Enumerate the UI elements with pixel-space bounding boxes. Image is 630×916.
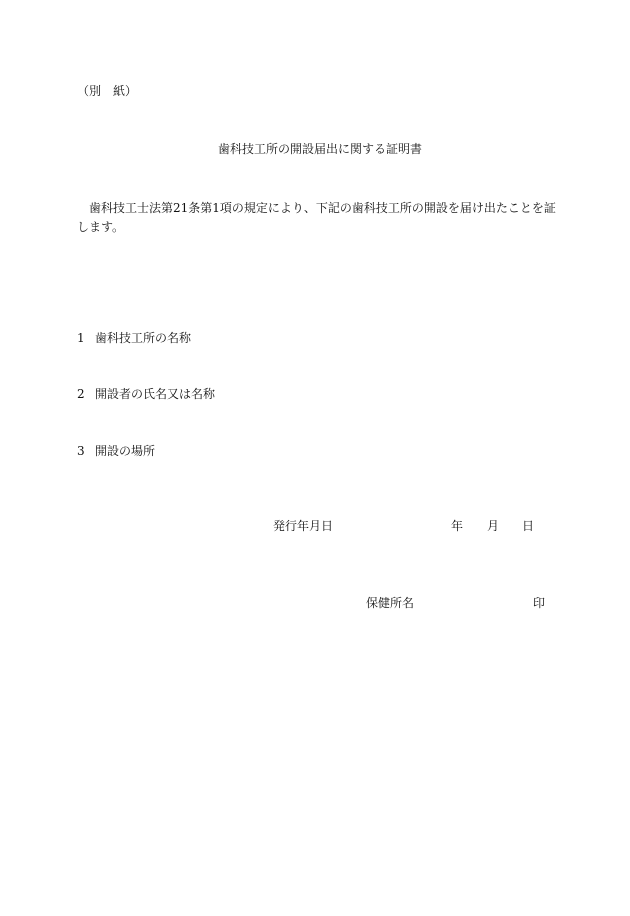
- issue-date-label: 発行年月日: [273, 519, 334, 533]
- attachment-label: （別 紙）: [77, 84, 138, 98]
- item-location: [77, 443, 155, 459]
- item-number: 2: [77, 387, 85, 401]
- issue-date-month: 月: [487, 519, 500, 533]
- item-founder-name: [77, 386, 215, 402]
- item-label: 歯科技工所の名称: [95, 331, 192, 345]
- item-dental-lab-name: [77, 330, 191, 346]
- item-number: 3: [77, 444, 85, 458]
- item-label: 開設者の氏名又は名称: [95, 387, 216, 401]
- document-title: 歯科技工所の開設届出に関する証明書: [218, 142, 423, 156]
- item-label: 開設の場所: [95, 444, 156, 458]
- seal-mark: 印: [533, 596, 546, 610]
- health-center-name-label: 保健所名: [366, 596, 415, 610]
- issue-date-day: 日: [522, 519, 535, 533]
- certification-statement: 歯科技工士法第21条第1項の規定により、下記の歯科技工所の開設を届け出たことを証します。: [77, 201, 556, 234]
- issue-date-year: 年: [451, 519, 464, 533]
- item-number: 1: [77, 331, 85, 345]
